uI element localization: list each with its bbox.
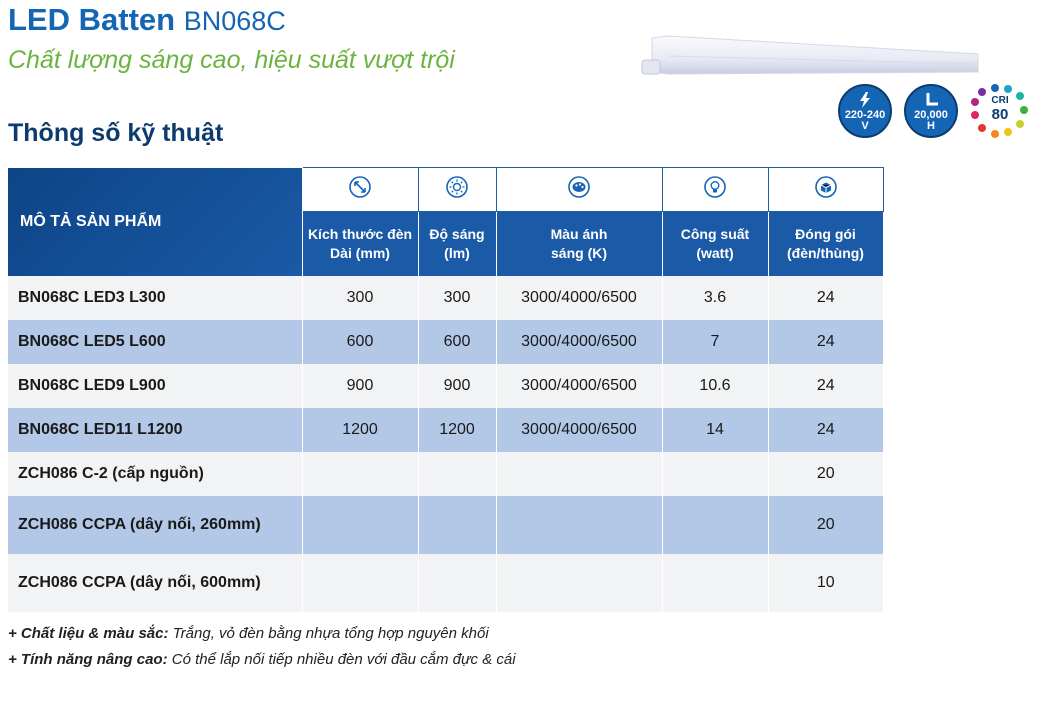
description-header: MÔ TẢ SẢN PHẨM bbox=[8, 168, 302, 276]
power-cell: 14 bbox=[662, 408, 768, 452]
lumen-cell: 900 bbox=[418, 364, 496, 408]
lumen-cell: 300 bbox=[418, 276, 496, 320]
cct-cell: 3000/4000/6500 bbox=[496, 364, 662, 408]
size-header-icon-cell bbox=[302, 168, 418, 212]
cri-value: 80 bbox=[991, 106, 1009, 123]
cri-label: CRI bbox=[991, 95, 1009, 106]
size-arrow-icon bbox=[348, 175, 372, 199]
table-row bbox=[8, 276, 883, 320]
cri-badge bbox=[970, 84, 1030, 140]
product-name-cell: ZCH086 CCPA (dây nối, 600mm) bbox=[8, 554, 302, 612]
cct-cell: 3000/4000/6500 bbox=[496, 276, 662, 320]
length-column-header: Kích thước đèn Dài (mm) bbox=[302, 212, 418, 276]
material-note-text: Trắng, vỏ đèn bằng nhựa tổng hợp nguyên khối bbox=[168, 625, 489, 642]
lightning-icon bbox=[859, 92, 871, 108]
voltage-badge bbox=[838, 84, 892, 138]
batten-product-image bbox=[640, 30, 980, 80]
brightness-sun-icon bbox=[445, 175, 469, 199]
product-name-cell: BN068C LED5 L600 bbox=[8, 320, 302, 364]
product-name-cell: BN068C LED9 L900 bbox=[8, 364, 302, 408]
package-box-icon bbox=[814, 175, 838, 199]
cct-cell: 3000/4000/6500 bbox=[496, 408, 662, 452]
table-row bbox=[8, 408, 883, 452]
pack-cell: 24 bbox=[768, 276, 883, 320]
cct-cell bbox=[496, 496, 662, 554]
table-row bbox=[8, 554, 883, 612]
table-row bbox=[8, 320, 883, 364]
length-cell bbox=[302, 452, 418, 496]
feature-note-label: + Tính năng nâng cao: bbox=[8, 651, 168, 668]
power-column-header: Công suất (watt) bbox=[662, 212, 768, 276]
length-cell: 600 bbox=[302, 320, 418, 364]
product-name-cell: ZCH086 C-2 (cấp nguồn) bbox=[8, 452, 302, 496]
light-bulb-icon bbox=[703, 175, 727, 199]
product-name-cell: BN068C LED11 L1200 bbox=[8, 408, 302, 452]
table-row bbox=[8, 496, 883, 554]
pack-header-icon-cell bbox=[768, 168, 883, 212]
product-tagline: Chất lượng sáng cao, hiệu suất vượt trội bbox=[8, 46, 455, 74]
lumen-cell bbox=[418, 554, 496, 612]
voltage-unit: V bbox=[861, 120, 869, 132]
cct-cell bbox=[496, 452, 662, 496]
length-cell: 1200 bbox=[302, 408, 418, 452]
lumen-cell bbox=[418, 496, 496, 554]
pack-cell: 20 bbox=[768, 452, 883, 496]
product-name: LED Batten bbox=[8, 2, 176, 37]
product-name-cell: BN068C LED3 L300 bbox=[8, 276, 302, 320]
cct-cell bbox=[496, 554, 662, 612]
table-row bbox=[8, 364, 883, 408]
lumen-cell: 600 bbox=[418, 320, 496, 364]
power-cell: 7 bbox=[662, 320, 768, 364]
product-name-cell: ZCH086 CCPA (dây nối, 260mm) bbox=[8, 496, 302, 554]
lumen-header-icon-cell bbox=[418, 168, 496, 212]
power-cell: 10.6 bbox=[662, 364, 768, 408]
pack-cell: 24 bbox=[768, 408, 883, 452]
pack-cell: 24 bbox=[768, 364, 883, 408]
clock-hands-icon bbox=[923, 92, 939, 108]
power-header-icon-cell bbox=[662, 168, 768, 212]
length-cell: 300 bbox=[302, 276, 418, 320]
product-model: BN068C bbox=[183, 6, 286, 36]
pack-cell: 20 bbox=[768, 496, 883, 554]
material-note-label: + Chất liệu & màu sắc: bbox=[8, 625, 169, 642]
material-note bbox=[8, 625, 489, 642]
lifetime-unit: H bbox=[927, 120, 935, 132]
pack-column-header: Đóng gói (đèn/thùng) bbox=[768, 212, 883, 276]
feature-note-text: Có thể lắp nối tiếp nhiều đèn với đầu cắm đực & cái bbox=[167, 651, 516, 668]
length-cell: 900 bbox=[302, 364, 418, 408]
lumen-column-header: Độ sáng (lm) bbox=[418, 212, 496, 276]
table-row bbox=[8, 452, 883, 496]
lumen-cell: 1200 bbox=[418, 408, 496, 452]
length-cell bbox=[302, 554, 418, 612]
feature-badges bbox=[838, 84, 1043, 142]
cct-column-header: Màu ánh sáng (K) bbox=[496, 212, 662, 276]
section-title: Thông số kỹ thuật bbox=[8, 119, 224, 147]
cct-header-icon-cell bbox=[496, 168, 662, 212]
lifetime-badge bbox=[904, 84, 958, 138]
power-cell: 3.6 bbox=[662, 276, 768, 320]
power-cell bbox=[662, 496, 768, 554]
power-cell bbox=[662, 554, 768, 612]
power-cell bbox=[662, 452, 768, 496]
product-title bbox=[8, 2, 286, 38]
spec-table bbox=[8, 167, 884, 612]
feature-note bbox=[8, 651, 516, 668]
voltage-range: 220-240 bbox=[844, 109, 886, 121]
length-cell bbox=[302, 496, 418, 554]
cct-cell: 3000/4000/6500 bbox=[496, 320, 662, 364]
pack-cell: 24 bbox=[768, 320, 883, 364]
lifetime-hours: 20,000 bbox=[914, 109, 948, 121]
lumen-cell bbox=[418, 452, 496, 496]
pack-cell: 10 bbox=[768, 554, 883, 612]
palette-icon bbox=[567, 175, 591, 199]
